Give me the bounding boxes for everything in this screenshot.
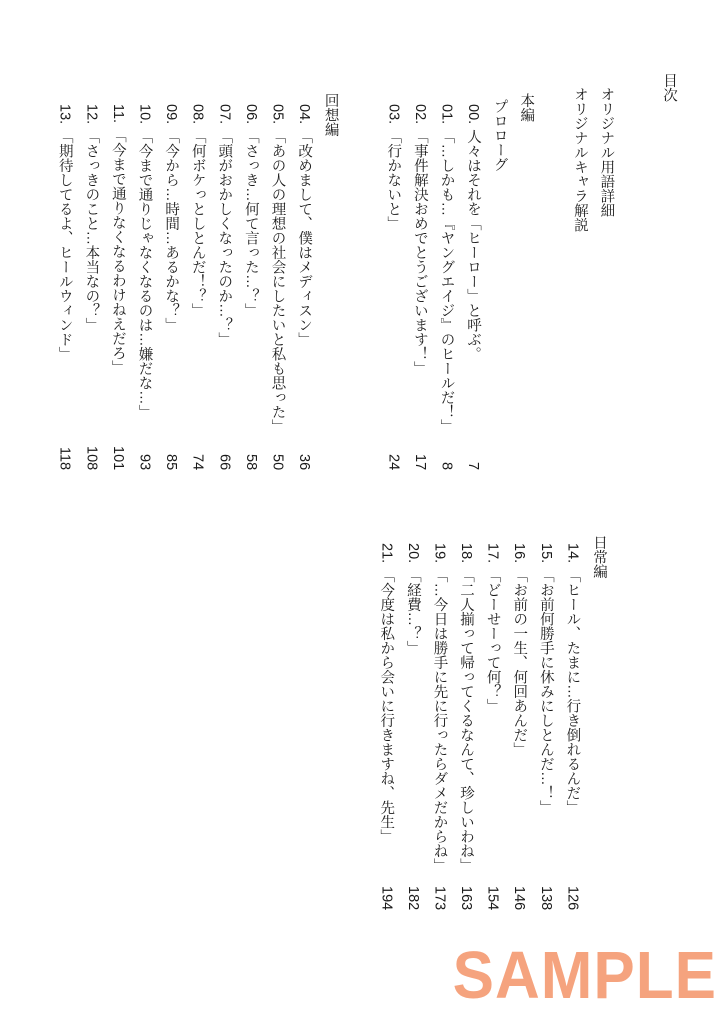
entry-title: 「今まで通りなくなるわけねえだろ」 [109,128,126,375]
entry-title: 「経費…？」 [404,568,421,656]
toc-entry-07 [211,73,238,470]
entry-title: 人々はそれを「ヒーロー」と呼ぶ。 [465,129,482,362]
entry-page-number: 50 [269,453,286,470]
entry-title: 「今まで通りじゃなくなるのは…嫌だな…」 [136,129,153,420]
entry-number: 17. [484,543,501,564]
section-header-nichijou: 日常編 [591,535,607,579]
entry-title: 「お前の一生、何回あんだ」 [511,568,528,757]
toc-entry-01 [433,73,460,470]
entry-title: 「今度は私から会いに行きますね、先生」 [378,568,395,844]
toc-entry-13 [51,73,78,470]
entry-page-number: 36 [296,453,313,470]
entry-page-number: 93 [136,453,153,470]
entry-title: 「事件解決おめでとうございます！」 [411,129,428,376]
entry-number: 16. [511,543,528,564]
entry-page-number: 163 [458,885,475,910]
toc-entry-00 [459,73,486,470]
entry-number: 18. [458,543,475,564]
entry-page-number: 74 [189,453,206,470]
entry-page-number: 24 [385,453,402,470]
entry-title: 「期待してるよ、ヒールウィンド」 [56,129,73,362]
toc-entry-09 [158,73,185,470]
entry-page-number: 58 [242,453,259,470]
entry-page-number: 146 [511,885,528,910]
entry-page-number: 194 [378,885,395,910]
section-header-kaisou: 回想編 [322,93,339,137]
section-header-honpen: 本編 [518,93,535,122]
toc-daily-block [373,535,612,910]
toc-entry-04 [290,73,317,470]
entry-number: 04. [296,104,313,125]
entry-number: 19. [431,543,448,564]
entry-title: 「今から…時間…あるかな？」 [163,129,180,333]
entry-title: 「…今日は勝手に先に行ったらダメだからね」 [431,568,448,873]
entry-number: 11. [109,104,126,124]
toc-main-block [51,73,682,470]
toc-entry-05 [264,73,291,470]
entry-number: 05. [269,104,286,125]
entry-number: 20. [404,543,421,564]
entry-title: 「二人揃って帰ってくるなんて、珍しいわね」 [458,568,475,873]
entry-title: 「ヒール、たまに…行き倒れるんだ」 [564,568,581,815]
entry-title: 「お前何勝手に休みにしとんだ…！」 [537,568,554,815]
entry-title: 「…しかも…『ヤングエイジ』のヒールだ！」 [438,129,455,434]
entry-title: 「あの人の理想の社会にしたいと私も思った」 [269,129,286,434]
entry-title: 「どーせーって何？」 [484,568,501,714]
entry-title: 「改めまして、僕はメディスン」 [296,129,313,347]
toc-entry-02 [406,73,433,470]
entry-page-number: 182 [404,885,421,910]
toc-entry-19 [426,535,453,910]
entry-title: 「さっきのこと…本当なの？」 [83,129,100,333]
entry-page-number: 101 [109,445,126,470]
page-title: 目次 [661,73,677,102]
entry-number: 03. [385,104,402,125]
entry-page-number: 126 [564,885,581,910]
toc-entry-10 [131,73,158,470]
entry-number: 08. [189,104,206,125]
toc-item-original-terms: オリジナル用語詳細 [598,87,615,218]
entry-page-number: 7 [465,461,482,470]
toc-entry-08 [184,73,211,470]
toc-entry-12 [78,73,105,470]
entry-number: 06. [242,104,259,125]
entry-number: 09. [163,104,180,125]
sample-watermark: SAMPLE [452,938,717,1014]
entry-page-number: 66 [216,453,233,470]
entry-page-number: 85 [163,453,180,470]
entry-number: 15. [537,543,554,564]
entry-page-number: 8 [438,461,455,470]
entry-page-number: 154 [484,885,501,910]
entry-page-number: 118 [56,446,73,470]
entry-title: 「頭がおかしくなったのか…？」 [216,129,233,347]
toc-entry-14 [559,535,586,910]
toc-entry-06 [237,73,264,470]
toc-entry-17 [479,535,506,910]
entry-number: 02. [411,104,428,125]
toc-item-original-characters: オリジナルキャラ解説 [571,87,588,232]
entry-title: 「行かないと」 [385,129,402,231]
entry-page-number: 108 [83,445,100,470]
toc-entry-15 [532,535,559,910]
entry-number: 13. [56,104,73,125]
toc-entry-21 [373,535,400,910]
subsection-prologue: プロローグ [491,99,508,172]
entry-number: 00. [465,104,482,125]
toc-entry-20 [399,535,426,910]
entry-number: 21. [378,543,395,564]
entry-page-number: 138 [537,885,554,910]
entry-number: 10. [136,104,153,125]
entry-number: 12. [83,104,100,125]
entry-page-number: 173 [431,885,448,910]
toc-entry-18 [452,535,479,910]
entry-number: 07. [216,104,233,125]
toc-entry-03 [380,73,407,470]
toc-entry-11 [104,73,131,470]
entry-number: 01. [438,104,455,125]
entry-number: 14. [564,543,581,564]
toc-entry-16 [506,535,533,910]
entry-title: 「何ボケっとしとんだ！？」 [189,129,206,318]
entry-page-number: 17 [411,453,428,470]
entry-title: 「さっき…何て言った…？」 [242,129,259,318]
